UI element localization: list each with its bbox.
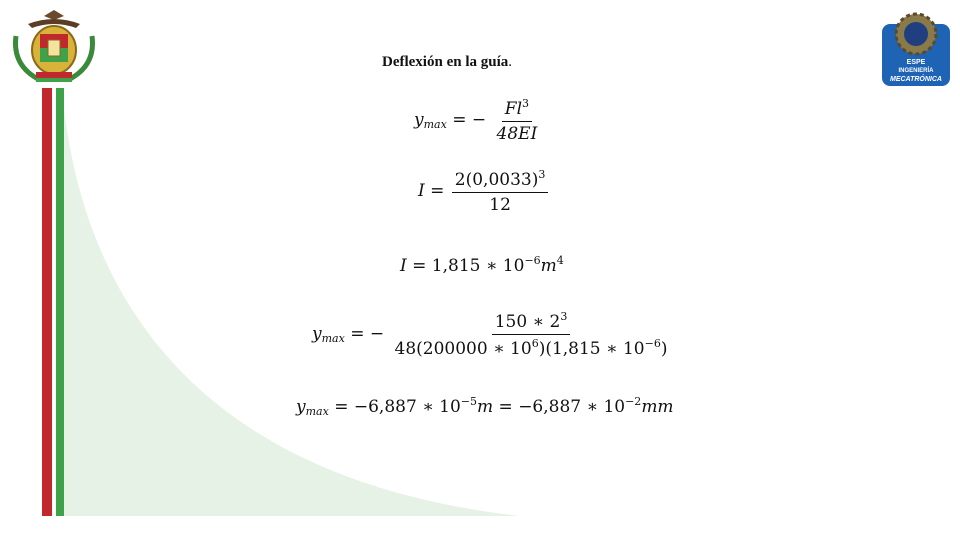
eq5-rhs-exp1: −5 [460, 395, 477, 408]
slide-title [382, 54, 512, 71]
eq4-den-a: 48(200000 ∗ 10 [394, 339, 532, 359]
eq4-den-exp1: 6 [531, 337, 539, 350]
eq2-fraction [452, 168, 549, 215]
eq4-lhs: y [312, 324, 322, 344]
eq4-fraction [392, 310, 671, 359]
logo-text-ingenieria: INGENIERÍA [898, 68, 934, 74]
eq5-rhs-b: −6,887 ∗ 10 [518, 397, 626, 417]
red-stripe [42, 88, 52, 516]
eq1-num: Fl [504, 99, 523, 119]
eq4-op: = − [350, 324, 385, 344]
eq5-lhs: y [296, 397, 306, 417]
eq2-op: = [430, 181, 445, 201]
university-crest-icon [8, 6, 100, 86]
eq4-sub: max [321, 332, 345, 345]
equation-ymax-formula [414, 97, 542, 144]
equation-ymax-substitution [312, 310, 672, 359]
eq1-num-exp: 3 [522, 97, 530, 110]
logo-text-espe: ESPE [906, 59, 926, 66]
slide-title-text: Deflexión en la guía [382, 54, 509, 70]
eq4-den-b: )(1,815 ∗ 10 [538, 339, 645, 359]
eq1-op: = − [452, 110, 487, 130]
eq2-num: 2(0,0033) [454, 170, 539, 190]
eq3-lhs: I [400, 256, 407, 276]
eq3-rhs-exp: −6 [524, 254, 541, 267]
equation-inertia-result [400, 254, 564, 276]
mechatronics-logo-icon [880, 6, 952, 88]
eq5-sub: max [305, 405, 329, 418]
eq5-op: = [334, 397, 349, 417]
eq3-rhs-a: 1,815 ∗ 10 [431, 256, 525, 276]
eq5-rhs-a: −6,887 ∗ 10 [353, 397, 461, 417]
equation-ymax-result [296, 395, 674, 418]
eq5-rhs-unit1: m [477, 397, 494, 417]
green-stripe [56, 88, 64, 516]
eq1-fraction [494, 97, 541, 144]
logo-text-mecatronica: MECATRÓNICA [890, 76, 942, 83]
eq5-rhs-exp2: −2 [625, 395, 642, 408]
eq2-num-exp: 3 [538, 168, 546, 181]
eq1-den: 48EI [496, 124, 538, 144]
eq4-num: 150 ∗ 2 [494, 312, 561, 332]
white-stripe [52, 88, 56, 516]
slide-title-period: . [508, 54, 512, 70]
eq4-num-exp: 3 [560, 310, 568, 323]
eq5-rhs-unit2: mm [641, 397, 674, 417]
eq5-op2: = [498, 397, 513, 417]
equation-inertia-formula [418, 168, 550, 215]
eq4-den-c: ) [660, 339, 668, 359]
eq2-den: 12 [489, 195, 511, 215]
eq3-rhs-unit-exp: 4 [556, 254, 564, 267]
eq1-lhs: y [414, 110, 424, 130]
eq3-op: = [412, 256, 427, 276]
eq2-lhs: I [418, 181, 425, 201]
eq1-sub: max [423, 118, 447, 131]
eq4-den-exp2: −6 [644, 337, 661, 350]
eq3-rhs-unit: m [540, 256, 557, 276]
